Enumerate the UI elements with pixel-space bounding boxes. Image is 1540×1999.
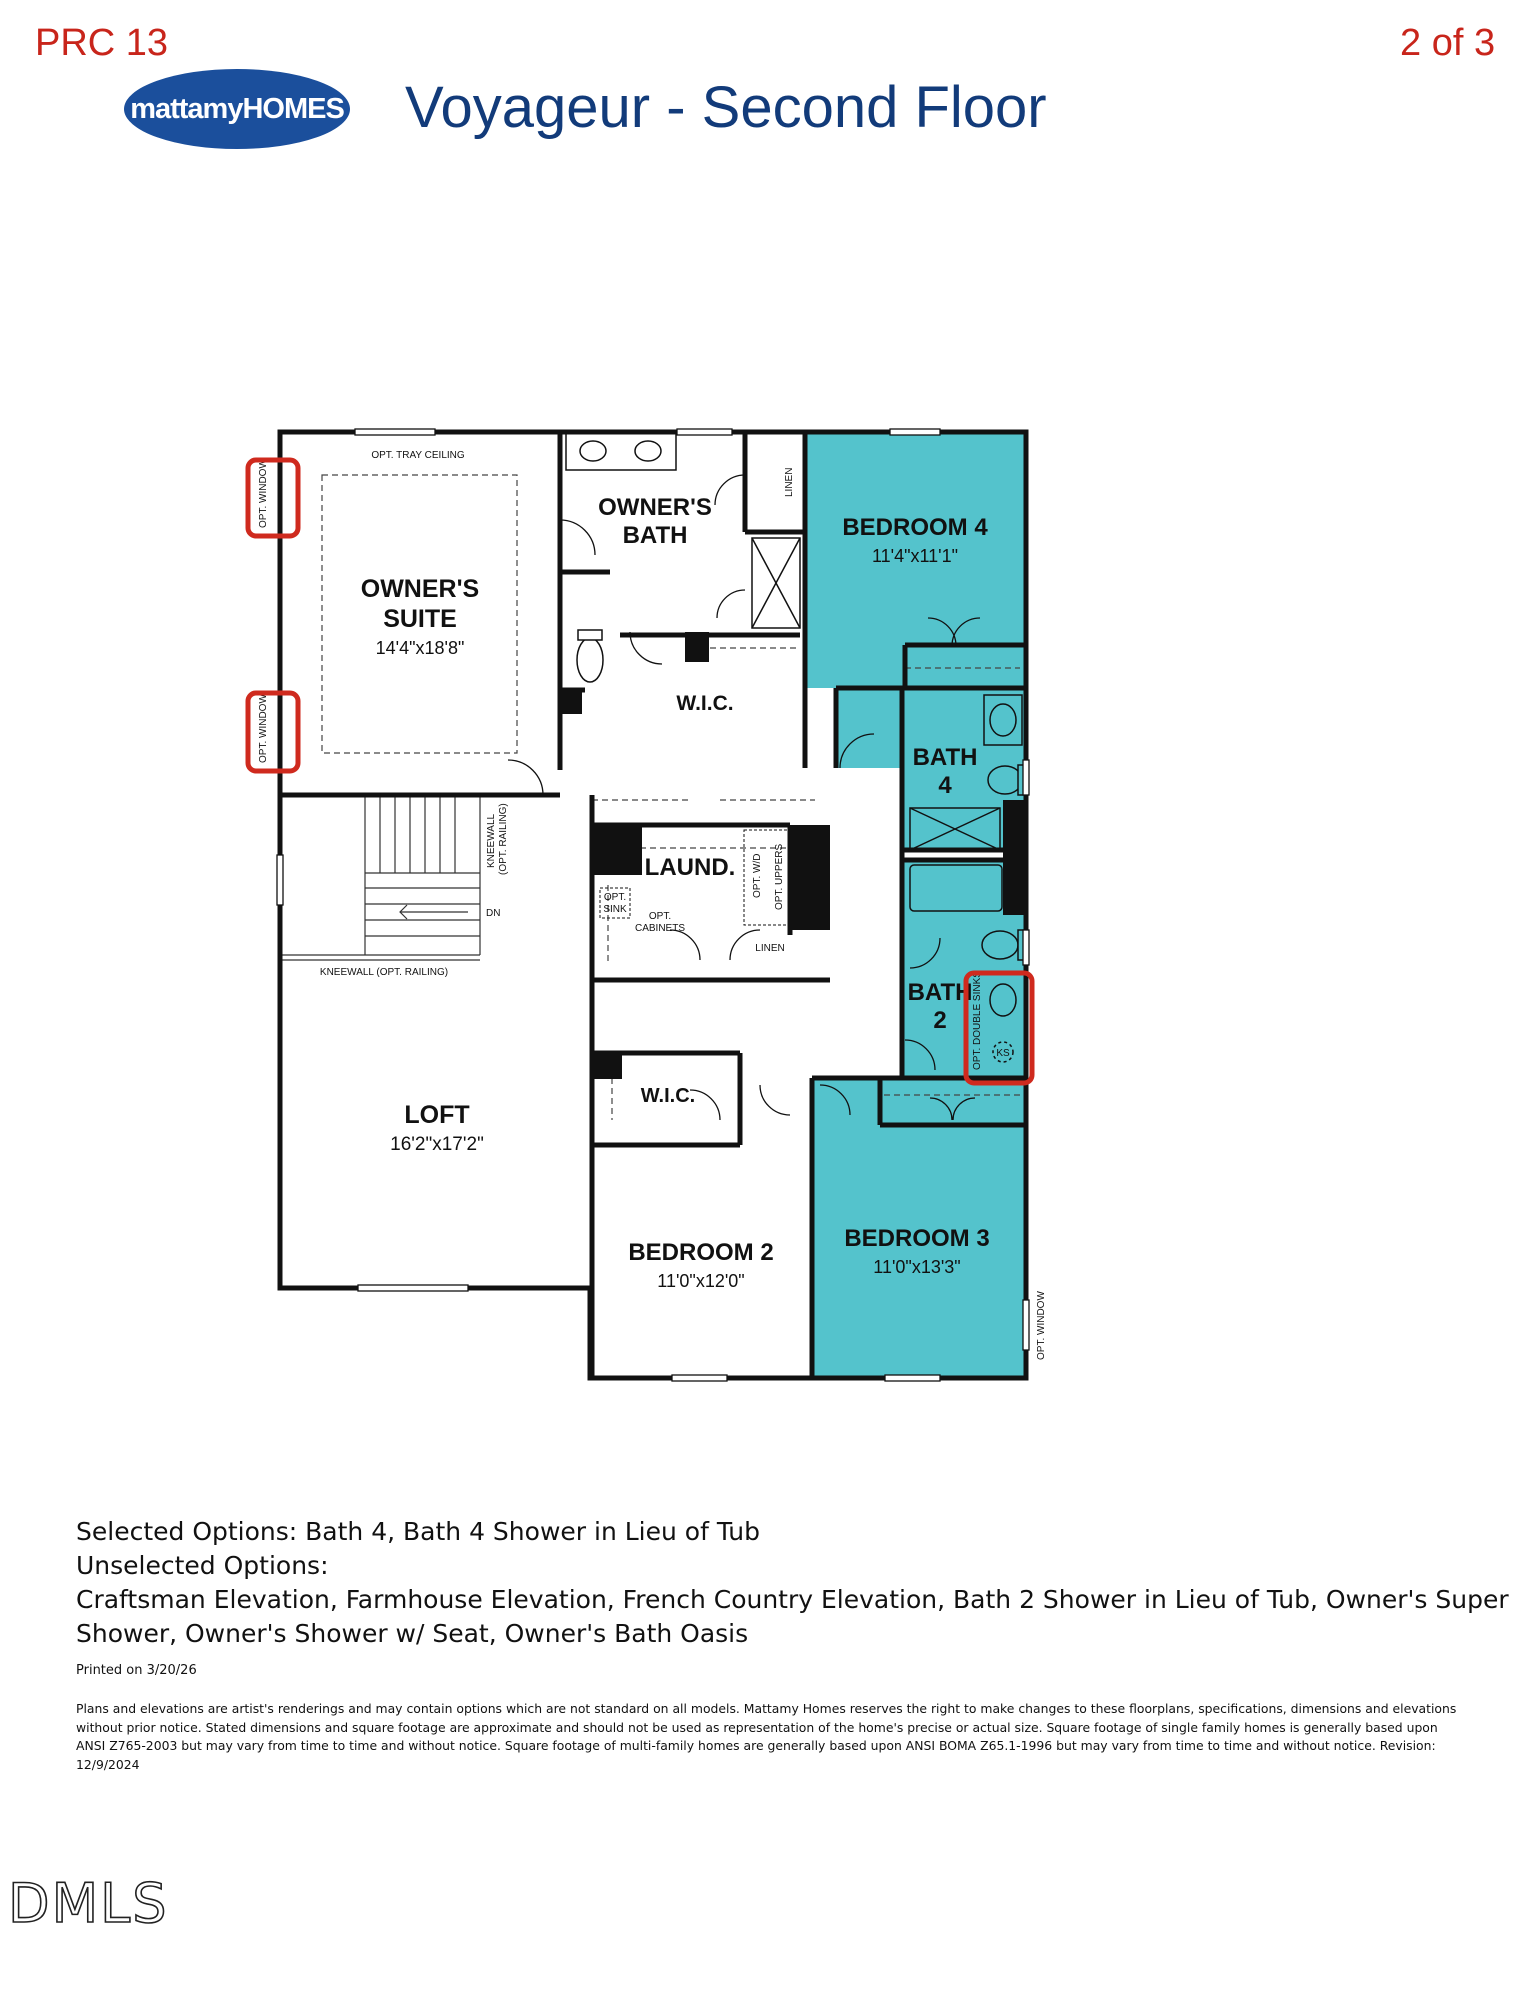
bath4-label-2: 4 [938,772,952,799]
bedroom4-label: BEDROOM 4 [842,514,988,541]
page-code: PRC 13 [35,22,169,64]
stairs [280,795,480,960]
wic-owner-label: W.I.C. [676,692,734,715]
unselected-options-line-1: Craftsman Elevation, Farmhouse Elevation, French Country Elevation, Bath 2 Shower in Lieu of Tub, Owner's Super [76,1585,1509,1614]
page-title: Voyageur - Second Floor [405,75,1047,140]
bath4-label-1: BATH [912,744,978,771]
bath2-label-2: 2 [933,1007,947,1034]
kneewall-opt-railing-note: KNEEWALL (OPT. RAILING) [319,967,449,978]
owners-bath-fixtures [566,432,800,682]
opt-window-note-2: OPT. WINDOW [258,694,269,763]
selected-options: Selected Options: Bath 4, Bath 4 Shower in Lieu of Tub [76,1517,761,1546]
printed-date: Printed on 3/20/26 [76,1663,197,1678]
owners-suite-label-1: OWNER'S [360,575,480,603]
opt-wd-note: OPT. W/D [752,853,763,898]
bath2-label-1: BATH [907,979,973,1006]
wic-bed2-label: W.I.C. [640,1085,696,1107]
highlight-opt-window-1 [248,460,298,536]
linen-note-2: LINEN [755,943,785,954]
page-count: 2 of 3 [1400,22,1496,64]
opt-railing-note: (OPT. RAILING) [498,803,509,875]
opt-sink-note-1: OPT. [603,892,627,903]
bedroom2-dims: 11'0"x12'0" [657,1271,745,1291]
opt-tray-ceiling-note: OPT. TRAY CEILING [371,450,465,461]
unselected-options-line-2: Shower, Owner's Shower w/ Seat, Owner's Bath Oasis [76,1619,749,1648]
opt-cabinets-note-1: OPT. [648,911,672,922]
loft-dims: 16'2"x17'2" [390,1134,484,1155]
bedroom2-label: BEDROOM 2 [628,1239,774,1266]
opt-sink-note-2: SINK [603,904,627,915]
owners-suite-label-2: SUITE [383,605,457,633]
loft-label: LOFT [404,1101,470,1129]
owners-bath-label-1: OWNER'S [598,494,712,521]
unselected-options-title: Unselected Options: [76,1551,329,1580]
opt-double-sinks-note: OPT. DOUBLE SINKS [972,971,983,1070]
opt-window-note-1: OPT. WINDOW [258,459,269,528]
opt-cabinets-note-2: CABINETS [634,923,686,934]
kneewall-note: KNEEWALL [486,813,497,868]
bedroom3-label: BEDROOM 3 [844,1225,990,1252]
disclaimer-text: Plans and elevations are artist's renderings and may contain options which are not standard on all models. Mattamy Homes reserves the right to make changes to these floorplans, specifications, dimensions and elevations without prior notice. Stated dimensions and square footage are approximate and should not be used as representation of the home's precise or actual size. Square footage of single family homes is generally based upon ANSI Z765-2003 but may vary from time to time and without notice. Square footage of multi-family homes are generally based upon ANSI BOMA Z65.1-1996 but may vary from time to time and without notice. Revision: 12/9/2024 [76,1701,1457,1772]
linen-note-1: LINEN [784,467,795,497]
logo-text: mattamyHOMES [130,93,344,125]
owners-suite-dims: 14'4"x18'8" [375,638,465,658]
bedroom4-dims: 11'4"x11'1" [871,546,959,566]
opt-uppers-note: OPT. UPPERS [774,843,785,910]
bedroom3-dims: 11'0"x13'3" [873,1257,961,1277]
owners-bath-label-2: BATH [622,522,688,549]
stairs-down-label: DN [486,908,501,919]
opt-window-note-3: OPT. WINDOW [1036,1291,1047,1360]
dmls-watermark: DMLS [8,1872,169,1935]
ks-note: KS [996,1048,1010,1059]
laundry-label: LAUND. [644,854,736,881]
highlight-opt-window-2 [248,693,298,771]
